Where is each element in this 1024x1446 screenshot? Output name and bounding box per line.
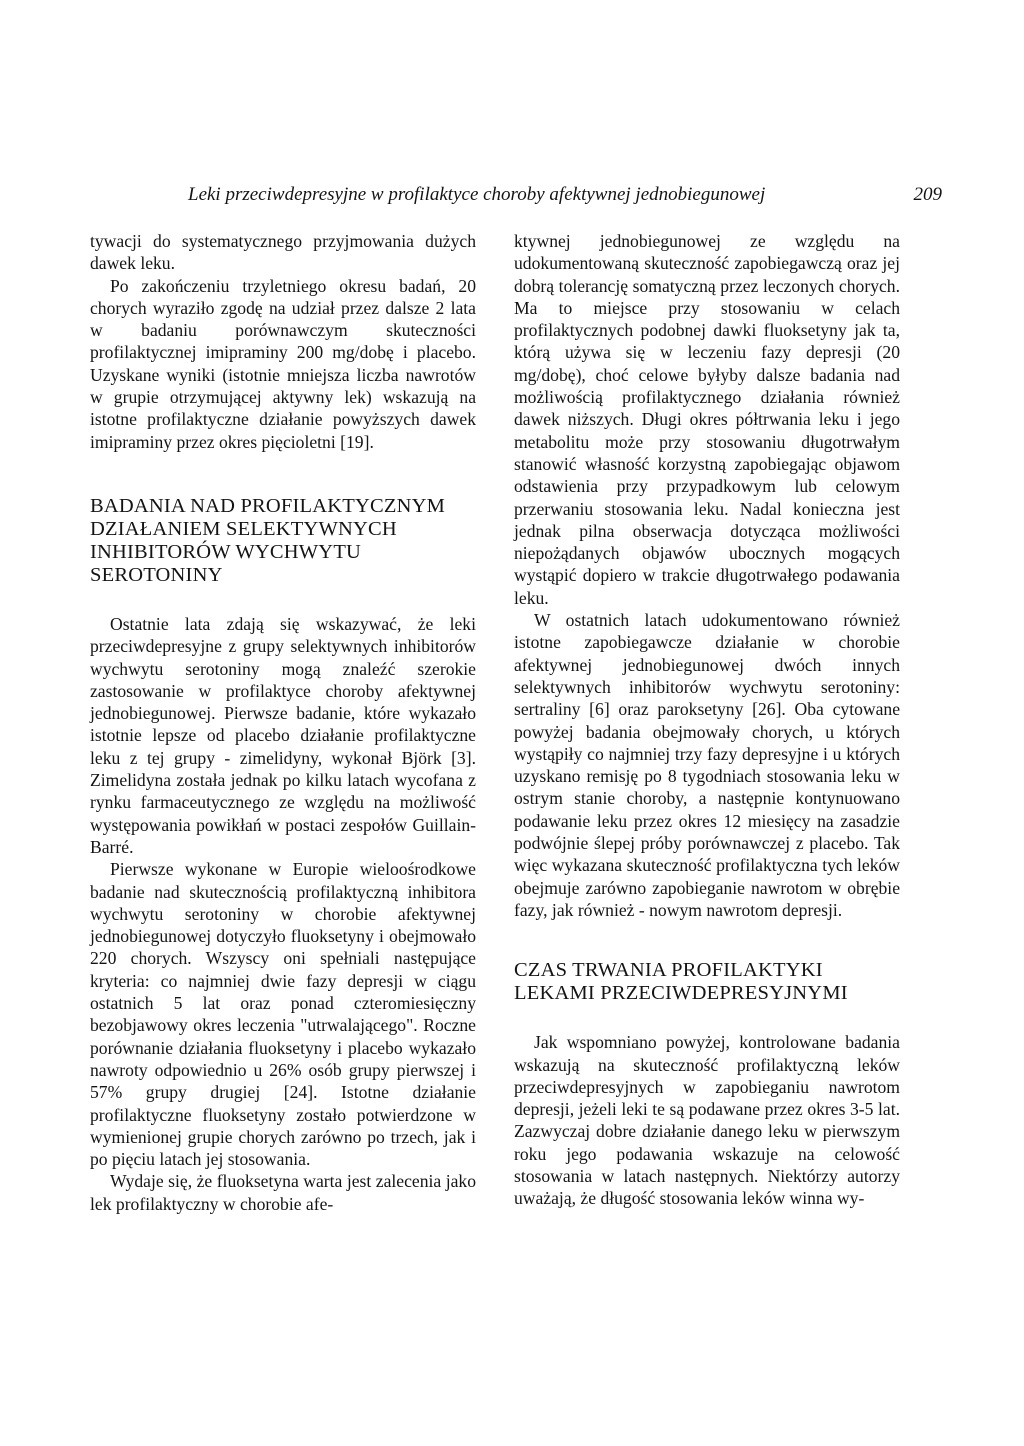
paragraph: ktywnej jednobiegunowej ze względu na udokumentowaną skuteczność zapobiegawczą oraz jej dobrą tolerancję somatyczną przez leczonych chorych. Ma to miejsce przy stosowaniu w celach profilaktycznych podobnej dawki fluoksetyny jak ta, którą używa się w leczeniu fazy depresji (20 mg/dobę), choć celowe byłyby dalsze badania nad możliwością profilaktycznego działania również dawek niższych. Długi okres półtrwania leku i jego metabolitu może przy stosowaniu długotrwałym stanowić własność korzystną zapobiegając objawom odstawienia przy przypadkowym lub celowym przerwaniu stosowania leku. Nadal konieczna jest jednak pilna obserwacja dotycząca możliwości niepożądanych objawów ubocznych mogących wystąpić dopiero w trakcie długotrwałego podawania leku. (514, 231, 900, 608)
section-heading: BADANIA NAD PROFILAKTYCZNYM DZIAŁANIEM SELEKTYWNYCH INHIBITORÓW WYCHWYTU SEROTONINY (90, 494, 446, 586)
section-heading: CZAS TRWANIA PROFILAKTYKI LEKAMI PRZECIWDEPRESYJNYMI (514, 959, 848, 1005)
page-number: 209 (913, 184, 942, 205)
paragraph: Pierwsze wykonane w Europie wieloośrodkowe badanie nad skutecznością profilaktyczną inhibitora wychwytu serotoniny w chorobie afektywnej jednobiegunowej dotyczyło fluoksetyny i obejmowało 220 chorych. Wszyscy oni spełniali następujące kryteria: co najmniej dwie fazy depresji w ciągu ostatnich 5 lat oraz ponad czteromiesięczny bezobjawowy okres leczenia "utrwalającego". Roczne porównanie działania fluoksetyny i placebo wykazało nawroty odpowiednio u 26% osób grupy pierwszej i 57% grupy drugiej [24]. Istotne działanie profilaktyczne fluoksetyny zostało potwierdzone w wymienionej grupie chorych zarówno po trzech, jak i po pięciu latach jej stosowania. (90, 859, 476, 1170)
paragraph: W ostatnich latach udokumentowano również istotne zapobiegawcze działanie w chorobie afektywnej jednobiegunowej dwóch innych selektywnych inhibitorów wychwytu serotoniny: sertraliny [6] oraz paroksetyny [26]. Oba cytowane powyżej badania obejmowały chorych, u których wystąpiły co najmniej trzy fazy depresyjne i u których uzyskano remisję po 8 tygodniach stosowania leku w ostrym stanie choroby, a następnie kontynuowano podawanie leku przez okres 12 miesięcy na zasadzie podwójnie ślepej próby porównawczej z placebo. Tak więc wykazana skuteczność profilaktyczna tych leków obejmuje zarówno zapobieganie nawrotom w obrębie fazy, jak również - nowym nawrotom depresji. (514, 610, 900, 920)
paragraph: Ostatnie lata zdają się wskazywać, że leki przeciwdepresyjne z grupy selektywnych inhibitorów wychwytu serotoniny mogą znaleźć szerokie zastosowanie w profilaktyce choroby afektywnej jednobiegunowej. Pierwsze badanie, które wykazało istotnie lepsze od placebo działanie profilaktyczne leku z tej grupy - zimelidyny, wykonał Björk [3]. Zimelidyna została jednak po kilku latach wycofana z rynku farmaceutycznego ze względu na możliwość występowania powikłań w postaci zespołów Guillain-Barré. (90, 613, 476, 857)
paragraph: tywacji do systematycznego przyjmowania dużych dawek leku. (90, 231, 476, 274)
right-column (514, 230, 900, 1210)
running-title: Leki przeciwdepresyjne w profilaktyce choroby afektywnej jednobiegunowej (188, 184, 766, 205)
paragraph: Wydaje się, że fluoksetyna warta jest zalecenia jako lek profilaktyczny w chorobie afe- (90, 1171, 476, 1214)
paragraph: Jak wspomniano powyżej, kontrolowane badania wskazują na skuteczność profilaktyczną leków przeciwdepresyjnych w zapobieganiu nawrotom depresji, jeżeli leki te są podawane przez okres 3-5 lat. Zazwyczaj dobre działanie danego leku w pierwszym roku jego podawania wskazuje na celowość stosowania w latach następnych. Niektórzy autorzy uważają, że długość stosowania leków winna wy- (514, 1032, 900, 1209)
left-column (90, 230, 476, 1215)
paragraph: Po zakończeniu trzyletniego okresu badań, 20 chorych wyraziło zgodę na udział przez dalsze 2 lata w badaniu porównawczym skuteczności profilaktycznej imipraminy 200 mg/dobę i placebo. Uzyskane wyniki (istotnie mniejsza liczba nawrotów w grupie otrzymującej aktywny lek) wskazują na istotne profilaktyczne działanie powyższych dawek imipraminy przez okres pięcioletni [19]. (90, 275, 476, 452)
